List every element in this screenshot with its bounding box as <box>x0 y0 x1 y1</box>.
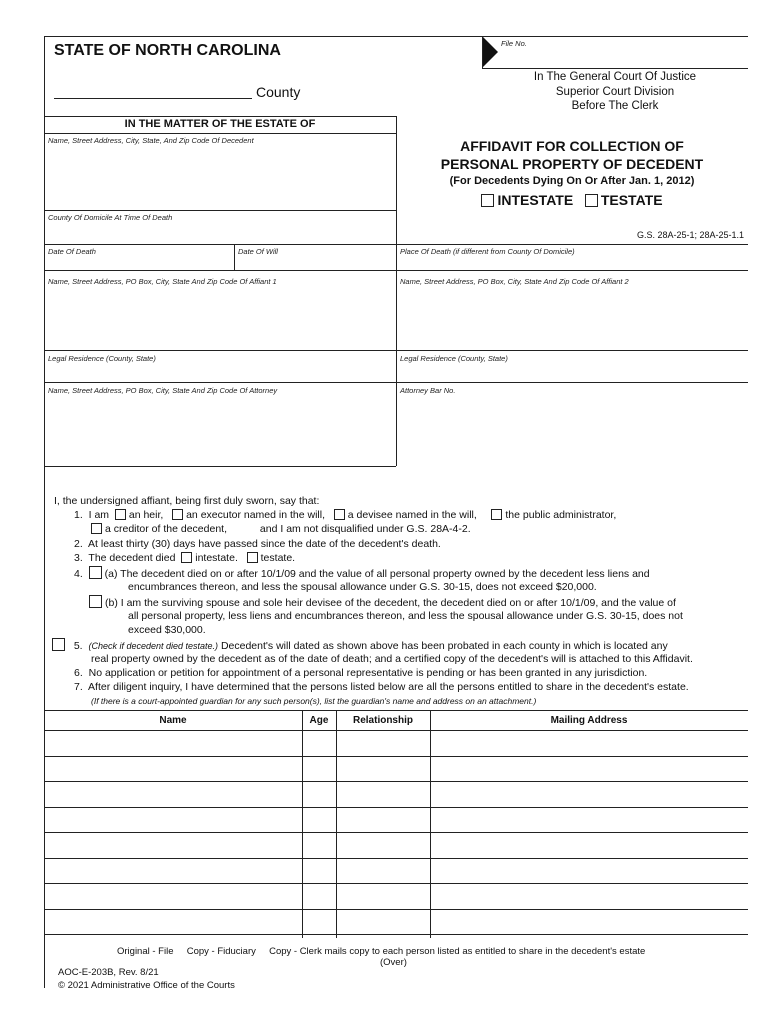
affiant2-field[interactable] <box>398 288 746 348</box>
item-6-number: 6. <box>74 667 83 679</box>
form-number: AOC-E-203B, Rev. 8/21 <box>58 967 159 978</box>
devisee-checkbox[interactable] <box>334 509 345 520</box>
top-border <box>44 36 482 37</box>
item-7-row <box>74 680 689 695</box>
table-row-line <box>44 883 748 884</box>
legal-res1-field[interactable] <box>46 364 394 380</box>
legal-res1-label: Legal Residence (County, State) <box>48 354 156 363</box>
item-4a-text-2: encumbrances thereon, and less the spousal allowance under G.S. 30-15, does not exceed $20,000. <box>128 581 597 593</box>
table-cell-address[interactable] <box>432 834 746 856</box>
left-border <box>44 36 45 988</box>
table-cell-address[interactable] <box>432 783 746 805</box>
table-row-line <box>44 807 748 808</box>
item-3-text: The decedent died <box>88 552 176 564</box>
item-4-number: 4. <box>74 568 83 580</box>
statute-ref: G.S. 28A-25-1; 28A-25-1.1 <box>636 230 744 240</box>
devisee-label: a devisee named in the will, <box>347 509 477 521</box>
col-header-age: Age <box>309 715 329 726</box>
table-cell-address[interactable] <box>432 809 746 831</box>
table-cell-age[interactable] <box>304 860 334 882</box>
creditor-label: a creditor of the decedent, <box>105 523 227 535</box>
table-cell-age[interactable] <box>304 911 334 933</box>
died-testate-checkbox[interactable] <box>247 552 258 563</box>
table-cell-age[interactable] <box>304 885 334 907</box>
not-disqualified-text: and I am not disqualified under G.S. 28A-4-2. <box>259 523 471 535</box>
bar-no-field[interactable] <box>398 396 746 464</box>
estate-title-bottom <box>44 133 396 134</box>
legal-res2-field[interactable] <box>398 364 746 380</box>
table-row-line <box>44 832 748 833</box>
file-no-top <box>482 36 748 37</box>
file-no-label: File No. <box>501 39 527 48</box>
court-line-3: Before The Clerk <box>571 100 659 112</box>
col-header-relationship: Relationship <box>352 715 413 726</box>
date-will-label: Date Of Will <box>238 247 278 256</box>
place-death-label: Place Of Death (if different from County Of Domicile) <box>400 247 575 256</box>
date-death-label: Date Of Death <box>48 247 96 256</box>
estate-top <box>44 116 396 117</box>
table-cell-relationship[interactable] <box>338 885 428 907</box>
table-cell-address[interactable] <box>432 758 746 780</box>
affiants-top <box>44 270 748 271</box>
testate-label: TESTATE <box>600 192 663 208</box>
died-testate-label: testate. <box>260 552 296 564</box>
table-row-line <box>44 730 748 731</box>
form-title-block <box>400 137 744 208</box>
item-1-row-2 <box>91 522 471 537</box>
intro-text: I, the undersigned affiant, being first duly sworn, say that: <box>54 495 320 507</box>
item-7-number: 7. <box>74 681 83 693</box>
affiant1-field[interactable] <box>46 288 394 348</box>
item-6-row <box>74 666 647 681</box>
table-cell-relationship[interactable] <box>338 860 428 882</box>
court-line-2: Superior Court Division <box>555 85 675 98</box>
col-header-address: Mailing Address <box>550 715 628 726</box>
county-line[interactable] <box>54 98 252 99</box>
died-intestate-checkbox[interactable] <box>181 552 192 563</box>
copy-original: Original - File <box>117 946 174 957</box>
item-5-text-2: real property owned by the decedent as of the date of death; and a certified copy of the decedent's will is attached to this Affidavit. <box>91 653 693 665</box>
dates-divider <box>234 244 235 270</box>
domicile-field[interactable] <box>46 223 394 241</box>
item-3-number: 3. <box>74 552 83 564</box>
item-7-text: After diligent inquiry, I have determined that the persons listed below are all the persons entitled to share in the decedent's estate. <box>88 681 689 693</box>
mid-divider <box>396 244 397 466</box>
executor-checkbox[interactable] <box>172 509 183 520</box>
bar-no-label: Attorney Bar No. <box>400 386 456 395</box>
item-5-note: (Check if decedent died testate.) <box>88 641 219 651</box>
table-cell-address[interactable] <box>432 885 746 907</box>
table-cell-address[interactable] <box>432 732 746 754</box>
public-admin-checkbox[interactable] <box>491 509 502 520</box>
col-divider-2 <box>336 710 337 938</box>
copy-distribution <box>117 946 645 957</box>
item-1-number: 1. <box>74 509 83 521</box>
form-type-row <box>400 192 744 208</box>
table-row-line <box>44 756 748 757</box>
item-2-row <box>74 537 441 552</box>
item-1-row <box>74 508 616 523</box>
domicile-label: County Of Domicile At Time Of Death <box>48 213 173 222</box>
table-cell-age[interactable] <box>304 834 334 856</box>
form-title-line-2: PERSONAL PROPERTY OF DECEDENT <box>440 156 704 172</box>
court-block <box>490 70 740 114</box>
affiant1-label: Name, Street Address, PO Box, City, State And Zip Code Of Affiant 1 <box>48 277 277 286</box>
item-7-note: (If there is a court-appointed guardian for any such person(s), list the guardian's name and address on an attachment.) <box>91 696 537 706</box>
i-am-text: I am <box>88 509 110 521</box>
form-title-line-3: (For Decedents Dying On Or After Jan. 1, 2012) <box>449 175 695 187</box>
affiant2-label: Name, Street Address, PO Box, City, State And Zip Code Of Affiant 2 <box>400 277 629 286</box>
public-admin-label: the public administrator, <box>505 509 617 521</box>
creditor-checkbox[interactable] <box>91 523 102 534</box>
testate-checkbox[interactable] <box>585 194 598 207</box>
copyright: © 2021 Administrative Office of the Courts <box>58 980 235 991</box>
date-death-field[interactable] <box>46 257 232 269</box>
table-cell-relationship[interactable] <box>338 911 428 933</box>
table-cell-name[interactable] <box>46 860 300 882</box>
intestate-label: INTESTATE <box>497 192 574 208</box>
court-line-1: In The General Court Of Justice <box>533 71 697 83</box>
county-label: County <box>256 84 301 100</box>
legal-res2-label: Legal Residence (County, State) <box>400 354 508 363</box>
table-cell-address[interactable] <box>432 911 746 933</box>
died-intestate-label: intestate. <box>195 552 238 564</box>
table-cell-age[interactable] <box>304 732 334 754</box>
table-cell-age[interactable] <box>304 783 334 805</box>
decedent-label: Name, Street Address, City, State, And Zip Code Of Decedent <box>48 136 254 145</box>
estate-right-border <box>396 116 397 244</box>
item-4b-text-1: (b) I am the surviving spouse and sole heir devisee of the decedent, the decedent died on or after 10/1/09, and the value of <box>105 597 676 609</box>
attorney-field[interactable] <box>46 396 394 464</box>
file-no-bottom <box>482 68 748 69</box>
item-6-text: No application or petition for appointment of a personal representative is pending or has been granted in any jurisdiction. <box>88 667 648 679</box>
over-label: (Over) <box>380 957 407 968</box>
table-row-line <box>44 781 748 782</box>
table-cell-relationship[interactable] <box>338 783 428 805</box>
file-no-field[interactable] <box>482 51 748 67</box>
place-death-field[interactable] <box>398 257 746 269</box>
item-4a-checkbox[interactable] <box>89 566 102 579</box>
col-divider-3 <box>430 710 431 938</box>
table-row-line <box>44 909 748 910</box>
table-row-line <box>44 934 748 935</box>
table-top <box>44 710 748 711</box>
copy-fiduciary: Copy - Fiduciary <box>186 946 256 957</box>
table-cell-address[interactable] <box>432 860 746 882</box>
table-row-line <box>44 858 748 859</box>
decedent-field[interactable] <box>46 146 394 208</box>
item-5-checkbox[interactable] <box>52 638 65 651</box>
heir-label: an heir, <box>128 509 164 521</box>
legal-res-top <box>44 350 748 351</box>
table-cell-relationship[interactable] <box>338 809 428 831</box>
estate-title: IN THE MATTER OF THE ESTATE OF <box>124 118 316 130</box>
attorney-label: Name, Street Address, PO Box, City, State And Zip Code Of Attorney <box>48 386 278 395</box>
state-title: STATE OF NORTH CAROLINA <box>54 42 281 59</box>
attorney-top <box>44 382 748 383</box>
item-4b-checkbox[interactable] <box>89 595 102 608</box>
executor-label: an executor named in the will, <box>186 509 326 521</box>
item-4a-text-1: (a) The decedent died on or after 10/1/09 and the value of all personal property owned by the decedent less liens and <box>104 568 650 580</box>
table-cell-age[interactable] <box>304 809 334 831</box>
item-5-number: 5. <box>73 640 83 652</box>
table-cell-name[interactable] <box>46 809 300 831</box>
col-divider-1 <box>302 710 303 938</box>
intestate-checkbox[interactable] <box>481 194 494 207</box>
item-4b-text-3: exceed $30,000. <box>128 624 206 636</box>
item-2-number: 2. <box>74 538 83 550</box>
item-4b-text-2: all personal property, less liens and encumbrances thereon, and less the spousal allowance under G.S. 30-15, does not <box>128 610 683 622</box>
table-cell-relationship[interactable] <box>338 758 428 780</box>
table-cell-relationship[interactable] <box>338 834 428 856</box>
table-cell-name[interactable] <box>46 911 300 933</box>
item-5-text-1: Decedent's will dated as shown above has been probated in each county in which is located any <box>218 640 668 652</box>
table-cell-name[interactable] <box>46 783 300 805</box>
heir-checkbox[interactable] <box>115 509 126 520</box>
copy-clerk: Copy - Clerk mails copy to each person listed as entitled to share in the decedent's estate <box>269 946 646 957</box>
table-cell-name[interactable] <box>46 834 300 856</box>
item-3-row <box>74 551 295 566</box>
table-cell-age[interactable] <box>304 758 334 780</box>
form-title-line-1: AFFIDAVIT FOR COLLECTION OF <box>460 138 684 154</box>
domicile-top <box>44 210 396 211</box>
table-cell-name[interactable] <box>46 758 300 780</box>
table-cell-relationship[interactable] <box>338 732 428 754</box>
item-2-text: At least thirty (30) days have passed since the date of the decedent's death. <box>88 538 441 550</box>
date-will-field[interactable] <box>236 257 394 269</box>
table-cell-name[interactable] <box>46 732 300 754</box>
attorney-bottom <box>44 466 396 467</box>
col-header-name: Name <box>159 715 187 726</box>
table-cell-name[interactable] <box>46 885 300 907</box>
